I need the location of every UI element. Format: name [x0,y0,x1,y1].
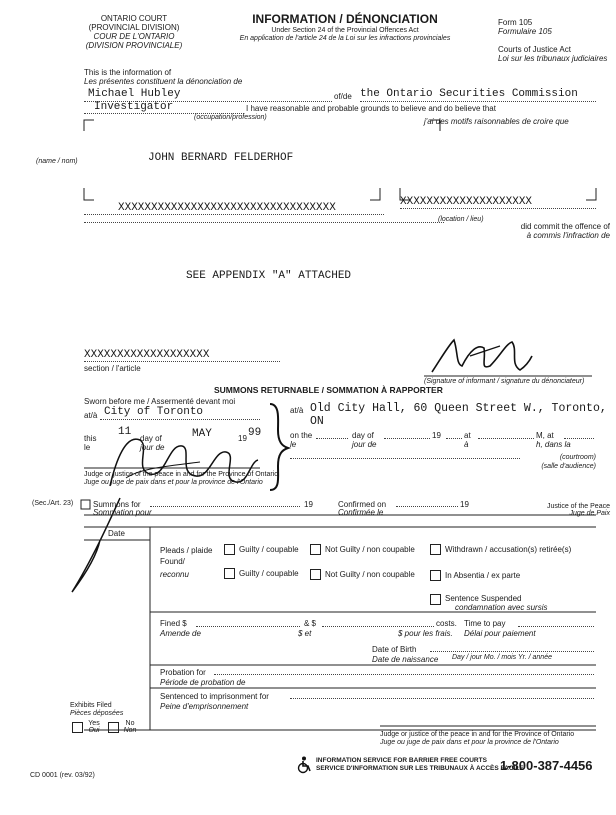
section-field[interactable] [84,349,280,362]
on-the-label: on the [290,431,313,440]
summons-for-dots [150,506,300,507]
fined-label: Fined $ [160,619,187,628]
m-at-dots [564,438,594,439]
not-guilty-row-1 [310,544,415,555]
sec23-label: (Sec./Art. 23) [32,500,74,507]
service-phone[interactable]: 1-800-387-4456 [500,758,593,773]
judge-label-fr: Juge ou juge de paix dans et pour la province de l'Ontario [84,479,263,486]
time-fr-label: Délai pour paiement [464,629,536,638]
offence-fr: à commis l'infraction de [526,231,610,240]
guilty-row-1 [224,544,299,555]
guilty-label-2: Guilty / coupable [239,569,299,578]
informant-name-field[interactable] [84,88,332,102]
at2-dots [478,438,534,439]
frais-label: $ pour les frais. [398,629,453,638]
informant-org: the Ontario Securities Commission [360,88,578,100]
oui-label: Oui [88,727,100,734]
suspended-fr: condamnation avec sursis [455,603,548,612]
absentia-checkbox[interactable] [430,570,441,581]
sec23-19b: 19 [460,500,469,509]
accused-location-field[interactable] [400,196,596,209]
guilty-checkbox-2[interactable] [224,568,235,579]
appendix-text: SEE APPENDIX "A" ATTACHED [186,270,352,282]
reconnu-label: reconnu [160,570,189,579]
fined-dots[interactable] [196,626,300,627]
prison-fr-label: Peine d'emprisonnement [160,702,249,711]
court-fr-2: (DIVISION PROVINCIALE) [85,41,183,50]
this-label: this [84,434,97,443]
occupation-field[interactable] [84,101,244,114]
withdrawn-row [430,544,571,555]
sworn-label: Sworn before me / Assermenté devant moi [84,397,236,406]
service-fr: SERVICE D'INFORMATION SUR LES TRIBUNAUX À ACCÈS FACILE [316,765,524,772]
dob-fr-label: Date de naissance [372,655,439,664]
not-guilty-checkbox-2[interactable] [310,569,321,580]
sworn-at-label: at/à [84,411,98,420]
probation-fr-label: Période de probation de [160,678,246,687]
day-of-label: day of [140,434,162,443]
sworn-at-field[interactable] [100,406,260,420]
no-label: No [125,720,135,727]
costs-dots[interactable] [322,626,434,627]
informant-org-field[interactable] [360,88,596,102]
form-code: CD 0001 (rev. 03/92) [30,772,95,779]
guilty-label-1: Guilty / coupable [239,545,299,554]
confirmed-label: Confirmed on [338,500,387,509]
and-label: & $ [304,619,317,628]
not-guilty-label-1: Not Guilty / non coupable [325,545,415,554]
exhibits-fr-label: Pièces déposées [70,710,124,717]
grounds-en: I have reasonable and probable grounds to believe and do believe that [246,104,496,113]
accused-address-field[interactable] [84,202,384,215]
guilty-checkbox-1[interactable] [224,544,235,555]
accused-name[interactable]: JOHN BERNARD FELDERHOF [148,152,294,164]
of-label: of/de [334,92,352,101]
a2-label: à [464,440,469,449]
non-label: Non [123,727,137,734]
courtroom-fr: (salle d'audience) [541,463,596,470]
exhibits-yes-checkbox[interactable] [72,722,83,733]
court-fr-1: COUR DE L'ONTARIO [93,32,175,41]
location-label: (location / lieu) [438,216,484,223]
absentia-row [430,570,520,581]
probation-label: Probation for [160,668,206,677]
court-en-1: ONTARIO COURT [100,14,168,23]
offence-dots [84,222,444,223]
withdrawn-label: Withdrawn / accusation(s) retirée(s) [445,545,572,554]
not-guilty-checkbox-1[interactable] [310,544,321,555]
time-dots[interactable] [518,626,594,627]
pleads-label: Pleads / plaide [160,546,213,555]
le2-label: le [290,440,297,449]
prison-label: Sentenced to imprisonment for [160,692,269,701]
form-fr: Formulaire 105 [498,27,552,36]
confirmed-dots [396,506,458,507]
offence-en: did commit the offence of [520,222,610,231]
n19-dots [446,438,462,439]
date-header: Date [108,529,125,538]
amende-label: Amende de [160,629,201,638]
intro-fr: Les présentes constituent la dénonciation de [84,77,243,86]
jour-de2-label: jour de [352,440,377,449]
year-prefix: 19 [238,434,247,443]
n19-label: 19 [432,431,441,440]
intro-en: This is the information of [84,68,172,77]
sommation-pour-label: Sommation pour [93,508,152,517]
title-sub-en: Under Section 24 of the Provincial Offences Act [271,27,419,34]
m-at-label: M, at [536,431,554,440]
le-label: le [84,443,91,452]
not-guilty-label-2: Not Guilty / non coupable [325,570,415,579]
wheelchair-icon [296,756,314,774]
informant-signature-label: (Signature of informant / signature du dénonciateur) [424,378,585,385]
prison-dots[interactable] [290,698,594,699]
grounds-fr: j'ai des motifs raisonnables de croire que [424,117,569,126]
occupation-label: (occupation/profession) [194,114,267,121]
sworn-day[interactable]: 11 [118,426,132,438]
courtroom-dots [290,458,520,459]
day-of2-label: day of [352,431,374,440]
sworn-at-value: City of Toronto [104,406,204,418]
found-label: Found/ [160,557,185,566]
summons-for-label[interactable]: Summons for [93,500,141,509]
title-sub-fr: En application de l'article 24 de la Loi sur les infractions provinciales [239,35,451,42]
jp-en: Justice of the Peace [546,503,610,510]
exhibits-no-checkbox[interactable] [108,722,119,733]
suspended-row [430,594,548,612]
probation-dots[interactable] [214,674,594,675]
section-label: section / l'article [84,364,141,373]
suspended-checkbox[interactable] [430,594,441,605]
informant-name: Michael Hubley [88,88,181,100]
act-en: Courts of Justice Act [498,45,571,54]
guilty-row-2 [224,568,299,579]
section-redacted: XXXXXXXXXXXXXXXXXXX [84,349,210,361]
jour-de-label: jour de [140,443,165,452]
service-en: INFORMATION SERVICE FOR BARRIER FREE COURTS [316,757,487,764]
accused-address-redacted: XXXXXXXXXXXXXXXXXXXXXXXXXXXXXXXXX [118,202,336,214]
court-en-2: (PROVINCIAL DIVISION) [88,23,180,32]
dob-format: Day / jour Mo. / mois Yr. / année [452,654,552,661]
sec23-19: 19 [304,500,313,509]
et-label: $ et [298,629,312,638]
bottom-judge-fr: Juge ou juge de paix dans et pour la province de l'Ontario [380,739,559,746]
costs-label: costs. [436,619,457,628]
title-main: INFORMATION / DÉNONCIATION [252,12,438,26]
court-address[interactable]: Old City Hall, 60 Queen Street W., Toronto, ON [310,402,607,428]
court-name [84,14,184,50]
dob-label: Date of Birth [372,645,417,654]
sworn-month[interactable]: MAY [192,428,212,440]
not-guilty-row-2 [310,569,415,580]
jp-fr: Juge de Paix [569,510,610,517]
h-dans-label: h, dans la [536,440,571,449]
at2-label: at [464,431,471,440]
courtroom-en: (courtroom) [559,454,596,461]
on-the-dots [316,438,348,439]
name-label: (name / nom) [36,158,78,165]
yes-label: Yes [88,720,100,727]
occupation-value: Investigator [94,101,174,113]
act-fr: Loi sur les tribunaux judiciaires [498,54,608,63]
accused-location-redacted: XXXXXXXXXXXXXXXXXXXX [400,196,533,208]
absentia-label: In Absentia / ex parte [445,571,521,580]
sworn-year[interactable]: 99 [248,427,262,439]
dob-dots[interactable] [430,651,594,652]
form-en: Form 105 [498,18,533,27]
form-number [498,18,608,63]
judge-label-en: Judge or justice of the peace in and for the Province of Ontario [84,471,279,478]
time-label: Time to pay [464,619,506,628]
summons-heading: SUMMONS RETURNABLE / SOMMATION À RAPPORTER [214,385,443,395]
confirmee-label: Confirmée le [338,508,384,517]
withdrawn-checkbox[interactable] [430,544,441,555]
court-at-label: at/à [290,406,304,415]
day-of2-dots [384,438,430,439]
suspended-en: Sentence Suspended [445,594,522,603]
exhibits-label: Exhibits Filed [70,702,112,709]
form-title [220,12,470,43]
bottom-judge-en: Judge or justice of the peace in and for the Province of Ontario [380,731,575,738]
